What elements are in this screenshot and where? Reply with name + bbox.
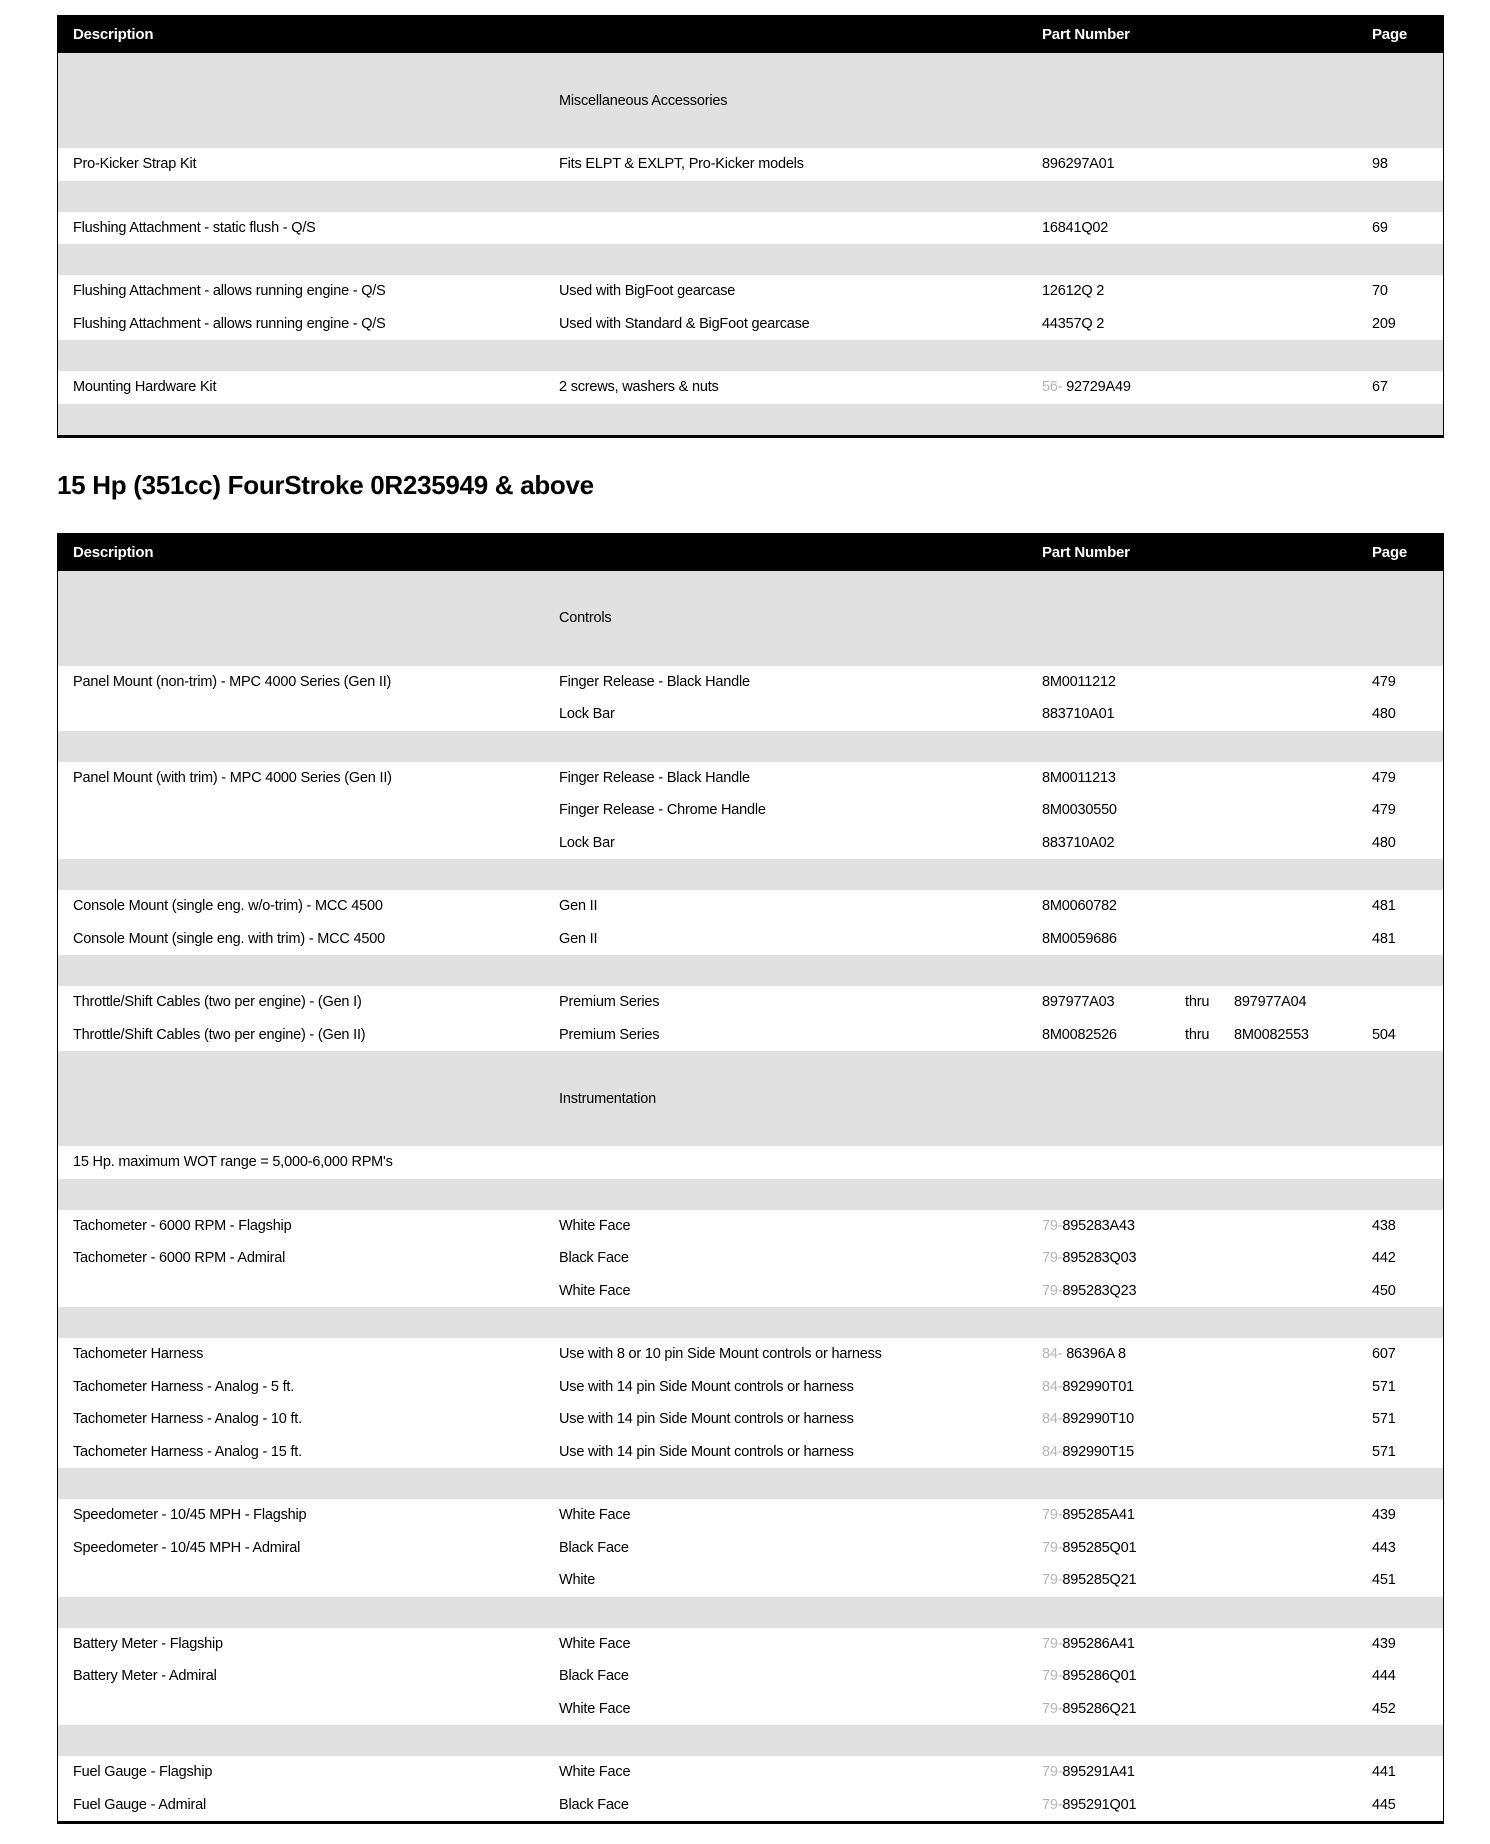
spacer-row: [58, 955, 1443, 986]
table-row: [58, 371, 1443, 404]
section-row: [58, 1051, 1443, 1146]
part-number-prefix: 79-: [1042, 1668, 1063, 1685]
part-number: 895283A43: [1062, 1217, 1135, 1234]
table-row: [58, 1693, 1443, 1726]
note-cell: Lock Bar: [559, 834, 615, 851]
note-cell: White Face: [559, 1700, 631, 1717]
note-cell: White Face: [559, 1507, 631, 1524]
part-number-prefix: 79-: [1042, 1764, 1063, 1781]
description-cell: Tachometer - 6000 RPM - Flagship: [73, 1217, 292, 1234]
page-cell: 481: [1372, 930, 1396, 947]
description-cell: Speedometer - 10/45 MPH - Flagship: [73, 1507, 307, 1524]
description-cell: Fuel Gauge - Admiral: [73, 1796, 207, 1813]
page-cell: 479: [1372, 673, 1396, 690]
table-row: [58, 212, 1443, 245]
spacer-row: [58, 244, 1443, 275]
description-cell: Panel Mount (non-trim) - MPC 4000 Series (Gen II): [73, 673, 392, 690]
part-number-cell: [1041, 931, 1184, 947]
note-cell: White Face: [559, 1764, 631, 1781]
part-number-cell: [1041, 1540, 1184, 1556]
part-number-cell: [1041, 1379, 1184, 1395]
spacer-row: [58, 404, 1443, 435]
part-number: 92729A49: [1062, 379, 1131, 396]
part-number-range-end-cell: 8M0082553: [1234, 1026, 1309, 1043]
page-cell: 445: [1372, 1796, 1396, 1813]
part-number-prefix: 79-: [1042, 1539, 1063, 1556]
part-number-prefix: 84-: [1042, 1443, 1063, 1460]
part-number: 8M0011212: [1042, 673, 1116, 690]
note-cell: Lock Bar: [559, 706, 615, 723]
description-cell: Tachometer Harness - Analog - 15 ft.: [73, 1443, 302, 1460]
part-number-prefix: 79-: [1042, 1635, 1063, 1652]
description-cell: Pro-Kicker Strap Kit: [73, 156, 197, 173]
part-number: 895286Q21: [1062, 1700, 1137, 1717]
table-row: [58, 148, 1443, 181]
table-row: [58, 308, 1443, 341]
note-cell: Finger Release - Black Handle: [559, 673, 750, 690]
thru-label: thru: [1185, 1026, 1210, 1043]
part-number: 8M0060782: [1042, 898, 1117, 915]
part-number-prefix: 56-: [1042, 379, 1063, 396]
part-number: 895286Q01: [1062, 1668, 1137, 1685]
page-cell: 209: [1372, 315, 1396, 332]
part-number-cell: [1041, 1668, 1184, 1684]
part-number: 8M0030550: [1042, 802, 1117, 819]
page-cell: 441: [1372, 1764, 1396, 1781]
table-row: [58, 1436, 1443, 1469]
part-number: 16841Q02: [1042, 219, 1109, 236]
part-number-cell: [1041, 1764, 1184, 1780]
part-number-cell: [1041, 1218, 1184, 1234]
note-cell: White Face: [559, 1217, 631, 1234]
thru-label: thru: [1185, 994, 1210, 1011]
description-cell: 15 Hp. maximum WOT range = 5,000-6,000 RPM's: [73, 1154, 393, 1171]
note-cell: Premium Series: [559, 994, 660, 1011]
model-section-heading: 15 Hp (351cc) FourStroke 0R235949 & above: [57, 469, 594, 500]
spacer-row: [58, 1725, 1443, 1756]
part-number: 897977A03: [1042, 994, 1115, 1011]
part-number-cell: [1041, 802, 1184, 818]
page-cell: 607: [1372, 1346, 1396, 1363]
table-body: [58, 53, 1443, 435]
part-number-cell: [1041, 1797, 1184, 1813]
note-cell: Gen II: [559, 898, 598, 915]
parts-table-miscellaneous-accessories: [57, 15, 1444, 438]
table-row: [58, 1371, 1443, 1404]
page-cell: 480: [1372, 706, 1396, 723]
spacer-row: [58, 1179, 1443, 1210]
spacer-row: [58, 731, 1443, 762]
description-cell: Throttle/Shift Cables (two per engine) - (Gen I): [73, 994, 362, 1011]
part-number-cell: [1041, 379, 1184, 395]
part-number-prefix: 79-: [1042, 1217, 1063, 1234]
part-number-cell: [1041, 835, 1184, 851]
part-number-cell: [1041, 706, 1184, 722]
spacer-row: [58, 181, 1443, 212]
part-number-prefix: 79-: [1042, 1250, 1063, 1267]
table-row: [58, 1019, 1443, 1052]
part-number-cell: [1041, 674, 1184, 690]
col-header-description: Description: [73, 26, 154, 43]
part-number-prefix: 79-: [1042, 1282, 1063, 1299]
page-cell: 452: [1372, 1700, 1396, 1717]
col-header-page: Page: [1372, 543, 1408, 561]
spacer-row: [58, 340, 1443, 371]
part-number-cell: [1041, 770, 1184, 786]
note-cell: Used with BigFoot gearcase: [559, 283, 736, 300]
table-header-row: [58, 534, 1443, 571]
description-cell: Flushing Attachment - static flush - Q/S: [73, 219, 316, 236]
page-cell: 439: [1372, 1635, 1396, 1652]
table-row: [58, 698, 1443, 731]
part-number-cell: [1041, 1346, 1184, 1362]
page-cell: 479: [1372, 802, 1396, 819]
col-header-page: Page: [1372, 26, 1408, 43]
note-cell: 2 screws, washers & nuts: [559, 379, 719, 396]
part-number: 895283Q23: [1062, 1282, 1137, 1299]
page-cell: 444: [1372, 1668, 1396, 1685]
page-cell: 67: [1372, 379, 1388, 396]
description-cell: Console Mount (single eng. with trim) - MCC 4500: [73, 930, 385, 947]
part-number-prefix: 84-: [1042, 1378, 1063, 1395]
part-number: 883710A02: [1042, 834, 1115, 851]
col-header-part-number: Part Number: [1042, 543, 1130, 561]
part-number-cell: [1041, 1250, 1184, 1266]
part-number: 892990T15: [1062, 1443, 1134, 1460]
table-row: [58, 1628, 1443, 1661]
description-cell: Battery Meter - Flagship: [73, 1635, 223, 1652]
table-header-row: [58, 16, 1443, 53]
page-cell: 481: [1372, 898, 1396, 915]
page-cell: 70: [1372, 283, 1388, 300]
part-number-cell: [1041, 156, 1184, 172]
part-number: 892990T01: [1062, 1378, 1134, 1395]
table-row: [58, 1242, 1443, 1275]
note-cell: Use with 8 or 10 pin Side Mount controls or harness: [559, 1346, 882, 1363]
note-cell: Use with 14 pin Side Mount controls or harness: [559, 1378, 854, 1395]
note-cell: Use with 14 pin Side Mount controls or harness: [559, 1443, 854, 1460]
table-row: [58, 1499, 1443, 1532]
description-cell: Tachometer Harness: [73, 1346, 204, 1363]
description-cell: Panel Mount (with trim) - MPC 4000 Series (Gen II): [73, 769, 392, 786]
part-number: 895285Q01: [1062, 1539, 1137, 1556]
part-number-cell: [1041, 994, 1184, 1010]
note-cell: Fits ELPT & EXLPT, Pro-Kicker models: [559, 156, 804, 173]
note-cell: Premium Series: [559, 1026, 660, 1043]
part-number-cell: [1041, 1701, 1184, 1717]
part-number-cell: [1041, 316, 1184, 332]
page-cell: 450: [1372, 1282, 1396, 1299]
page-cell: 479: [1372, 769, 1396, 786]
description-cell: Flushing Attachment - allows running engine - Q/S: [73, 283, 386, 300]
part-number-cell: [1041, 220, 1184, 236]
note-cell: Black Face: [559, 1668, 629, 1685]
note-cell: Finger Release - Black Handle: [559, 769, 750, 786]
note-cell: Black Face: [559, 1539, 629, 1556]
part-number-prefix: 79-: [1042, 1700, 1063, 1717]
table-row: [58, 1564, 1443, 1597]
description-cell: Fuel Gauge - Flagship: [73, 1764, 213, 1781]
description-cell: Tachometer - 6000 RPM - Admiral: [73, 1250, 286, 1267]
table-row: [58, 827, 1443, 860]
note-cell: Black Face: [559, 1796, 629, 1813]
description-cell: Flushing Attachment - allows running engine - Q/S: [73, 315, 386, 332]
page-cell: 98: [1372, 156, 1388, 173]
section-label: Controls: [559, 610, 612, 626]
part-number-cell: [1041, 1444, 1184, 1460]
table-row: [58, 986, 1443, 1019]
part-number-cell: [1041, 1636, 1184, 1652]
parts-table-15hp-fourstroke: [57, 533, 1444, 1825]
part-number-prefix: 79-: [1042, 1796, 1063, 1813]
part-number-prefix: 79-: [1042, 1572, 1063, 1589]
part-number: 895285Q21: [1062, 1572, 1137, 1589]
part-number-cell: [1041, 898, 1184, 914]
page-cell: 571: [1372, 1443, 1396, 1460]
part-number: 86396A 8: [1062, 1346, 1126, 1363]
part-number-cell: [1041, 1507, 1184, 1523]
page-cell: 69: [1372, 219, 1388, 236]
part-number: 8M0059686: [1042, 930, 1117, 947]
page-cell: 443: [1372, 1539, 1396, 1556]
part-number-cell: [1041, 1283, 1184, 1299]
note-cell: Use with 14 pin Side Mount controls or harness: [559, 1411, 854, 1428]
part-number: 896297A01: [1042, 156, 1115, 173]
table-row: [58, 1789, 1443, 1822]
part-number-prefix: 79-: [1042, 1507, 1063, 1524]
table-body: [58, 571, 1443, 1822]
description-cell: Console Mount (single eng. w/o-trim) - MCC 4500: [73, 898, 383, 915]
page-cell: 438: [1372, 1217, 1396, 1234]
page-cell: 571: [1372, 1378, 1396, 1395]
col-header-part-number: Part Number: [1042, 26, 1130, 43]
table-row: [58, 1756, 1443, 1789]
section-label: Miscellaneous Accessories: [559, 92, 728, 109]
description-cell: Tachometer Harness - Analog - 10 ft.: [73, 1411, 302, 1428]
part-number-cell: [1041, 283, 1184, 299]
table-row: [58, 794, 1443, 827]
part-number: 8M0011213: [1042, 769, 1116, 786]
note-cell: White Face: [559, 1282, 631, 1299]
part-number: 895285A41: [1062, 1507, 1135, 1524]
part-number: 895291Q01: [1062, 1796, 1137, 1813]
part-number: 8M0082526: [1042, 1026, 1117, 1043]
note-cell: Finger Release - Chrome Handle: [559, 802, 766, 819]
page-cell: 480: [1372, 834, 1396, 851]
description-cell: Speedometer - 10/45 MPH - Admiral: [73, 1539, 301, 1556]
table-row: [58, 1660, 1443, 1693]
description-cell: Mounting Hardware Kit: [73, 379, 217, 396]
part-number: 895291A41: [1062, 1764, 1135, 1781]
page-cell: 439: [1372, 1507, 1396, 1524]
description-cell: Throttle/Shift Cables (two per engine) - (Gen II): [73, 1026, 366, 1043]
col-header-description: Description: [73, 543, 154, 561]
part-number-cell: [1041, 1572, 1184, 1588]
table-row: [58, 923, 1443, 956]
table-row: [58, 762, 1443, 795]
part-number: 12612Q 2: [1042, 283, 1105, 300]
note-cell: Gen II: [559, 930, 598, 947]
section-label: Instrumentation: [559, 1090, 656, 1107]
part-number-cell: [1041, 1411, 1184, 1427]
note-cell: White: [559, 1572, 596, 1589]
spacer-row: [58, 1468, 1443, 1499]
page-cell: 571: [1372, 1411, 1396, 1428]
spacer-row: [58, 859, 1443, 890]
table-row: [58, 890, 1443, 923]
section-row: [58, 53, 1443, 148]
page-cell: 451: [1372, 1572, 1396, 1589]
note-cell: White Face: [559, 1635, 631, 1652]
note-cell: Black Face: [559, 1250, 629, 1267]
section-row: [58, 571, 1443, 666]
part-number: 895286A41: [1062, 1635, 1135, 1652]
part-number: 892990T10: [1062, 1411, 1134, 1428]
table-row: [58, 275, 1443, 308]
spacer-row: [58, 1597, 1443, 1628]
note-cell: Used with Standard & BigFoot gearcase: [559, 315, 810, 332]
part-number-prefix: 84-: [1042, 1346, 1063, 1363]
part-number: 883710A01: [1042, 706, 1115, 723]
spacer-row: [58, 1307, 1443, 1338]
part-number-prefix: 84-: [1042, 1411, 1063, 1428]
part-number-range-end-cell: 897977A04: [1234, 994, 1307, 1011]
description-cell: Battery Meter - Admiral: [73, 1668, 217, 1685]
table-row: [58, 1146, 1443, 1179]
page-cell: 504: [1372, 1026, 1396, 1043]
part-number: 44357Q 2: [1042, 315, 1105, 332]
table-row: [58, 1403, 1443, 1436]
table-row: [58, 666, 1443, 699]
table-row: [58, 1275, 1443, 1308]
part-number-cell: [1041, 1027, 1184, 1043]
page-cell: 442: [1372, 1250, 1396, 1267]
table-row: [58, 1210, 1443, 1243]
table-row: [58, 1338, 1443, 1371]
description-cell: Tachometer Harness - Analog - 5 ft.: [73, 1378, 295, 1395]
part-number: 895283Q03: [1062, 1250, 1137, 1267]
table-row: [58, 1532, 1443, 1565]
